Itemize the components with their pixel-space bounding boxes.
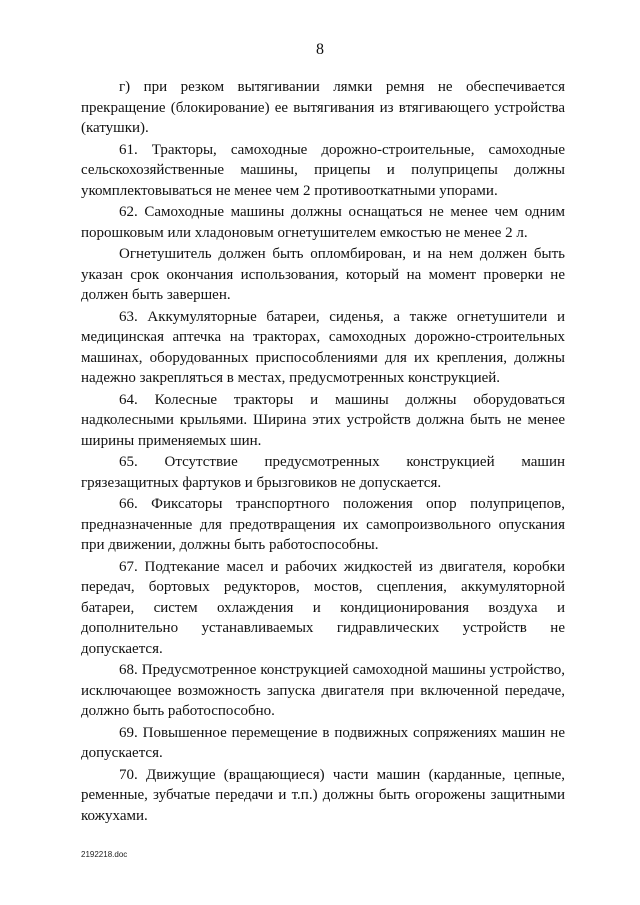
paragraph-64: 64. Колесные тракторы и машины должны оборудоваться надколесными крыльями. Ширина этих устройств должна быть не менее ширины применяемых шин. xyxy=(81,391,565,449)
paragraph-66: 66. Фиксаторы транспортного положения опор полуприцепов, предназначенные для предотвращения их самопроизвольного опускания при движении, должны быть работоспособны. xyxy=(81,496,565,553)
paragraph-65: 65. Отсутствие предусмотренных конструкцией машин грязезащитных фартуков и брызговиков не допускается. xyxy=(81,454,565,491)
paragraph-63: 63. Аккумуляторные батареи, сиденья, а также огнетушители и медицинская аптечка на тракторах, самоходных дорожно-строительных машинах, оборудованных приспособлениями для их крепления, должны надежно закрепляться в местах, предусмотренных конструкцией. xyxy=(81,308,565,386)
document-body xyxy=(81,77,565,827)
paragraph-68: 68. Предусмотренное конструкцией самоходной машины устройство, исключающее возможность запуска двигателя при включенной передаче, должно быть работоспособно. xyxy=(81,662,565,719)
paragraph-62: 62. Самоходные машины должны оснащаться не менее чем одним порошковым или хладоновым огнетушителем емкостью не менее 2 л. xyxy=(81,204,565,241)
paragraph-item-g: г) при резком вытягивании лямки ремня не обеспечивается прекращение (блокирование) ее вытягивания из втягивающего устройства (катушки). xyxy=(81,79,565,136)
paragraph-67: 67. Подтекание масел и рабочих жидкостей из двигателя, коробки передач, бортовых редукторов, мостов, сцепления, аккумуляторной батареи, систем охлаждения и кондиционирования воздуха и дополнительно устанавливаемых гидравлических устройств не допускается. xyxy=(81,558,565,657)
footer-filename: 2192218.doc xyxy=(81,850,128,859)
paragraph-62-extinguisher: Огнетушитель должен быть опломбирован, и на нем должен быть указан срок окончания использования, который на момент проверки не должен быть завершен. xyxy=(81,246,565,303)
page-number: 8 xyxy=(316,41,324,58)
paragraph-70: 70. Движущие (вращающиеся) части машин (карданные, цепные, ременные, зубчатые передачи и т.п.) должны быть огорожены защитными кожухами. xyxy=(81,766,565,824)
paragraph-61: 61. Тракторы, самоходные дорожно-строительные, самоходные сельскохозяйственные машины, прицепы и полуприцепы должны укомплектовываться не менее чем 2 противооткатными упорами. xyxy=(81,141,565,199)
paragraph-69: 69. Повышенное перемещение в подвижных сопряжениях машин не допускается. xyxy=(81,724,565,761)
